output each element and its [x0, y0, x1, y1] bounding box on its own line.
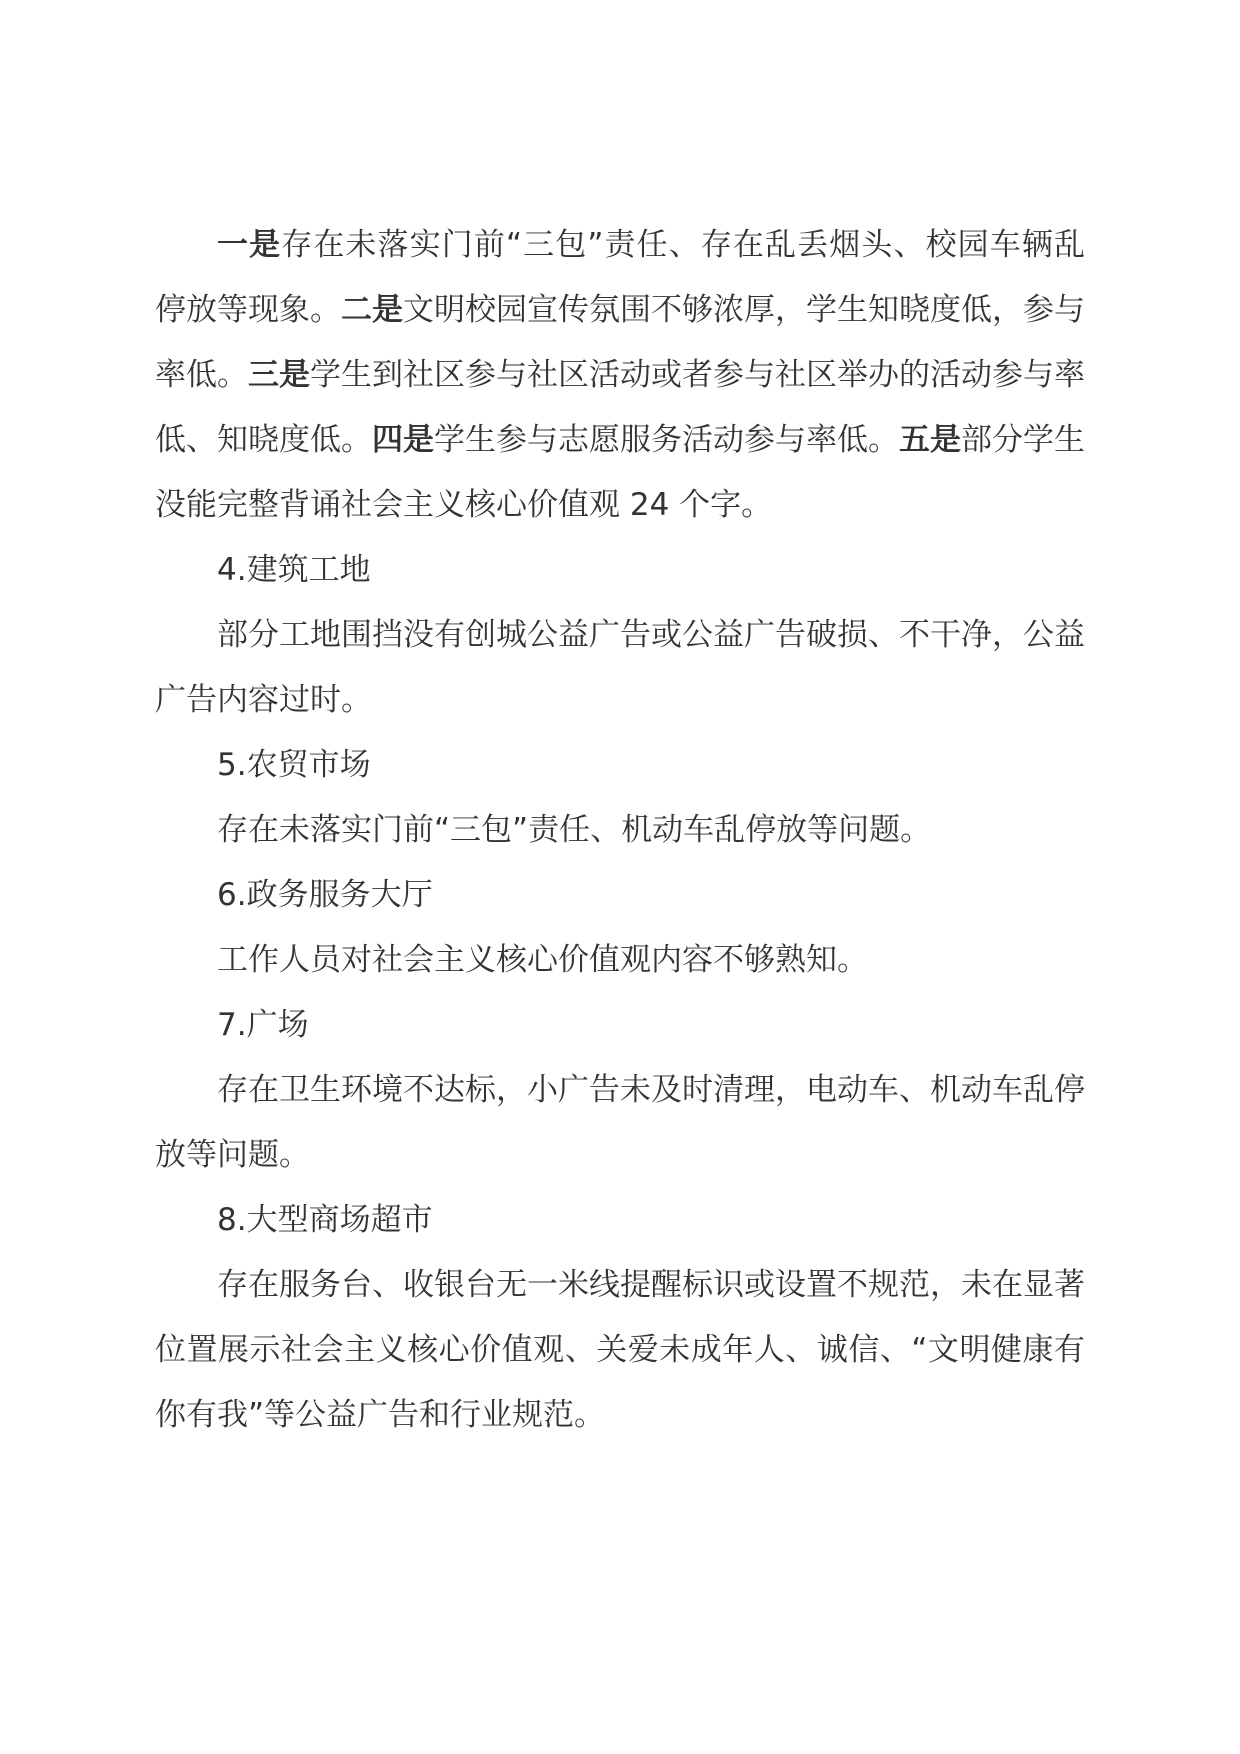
- section-heading-government-service-hall: 6.政务服务大厅: [217, 877, 433, 913]
- point-four-text: 学生参与志愿服务活动参与率低。: [434, 422, 899, 458]
- section-body-construction-site: 部分工地围挡没有创城公益广告或公益广告破损、不干净，公益广告内容过时。: [155, 617, 1085, 718]
- section-body-shopping-mall: 存在服务台、收银台无一米线提醒标识或设置不规范，未在显著位置展示社会主义核心价值观、关爱未成年人、诚信、“文明健康有你有我”等公益广告和行业规范。: [155, 1267, 1085, 1433]
- section-heading-plaza: 7.广场: [217, 1007, 309, 1043]
- section-body-plaza: 存在卫生环境不达标，小广告未及时清理，电动车、机动车乱停放等问题。: [155, 1072, 1085, 1173]
- point-one-text: 存在未落实门前“三包”责任、存在乱丢烟头、校园车辆乱停放等现象。: [155, 227, 1085, 328]
- section-heading-construction-site: 4.建筑工地: [217, 552, 371, 588]
- document-body: [155, 213, 1085, 1448]
- point-five-label: 五是: [899, 422, 961, 458]
- school-problems-paragraph: [155, 213, 1085, 538]
- point-three-text: 学生到社区参与社区活动或者参与社区举办的活动参与率低、知晓度低。: [155, 357, 1085, 458]
- point-four-label: 四是: [372, 422, 434, 458]
- section-heading-shopping-mall: 8.大型商场超市: [217, 1202, 433, 1238]
- point-two-text: 文明校园宣传氛围不够浓厚，学生知晓度低，参与率低。: [155, 292, 1085, 393]
- point-one-label: 一是: [217, 227, 282, 263]
- section-heading-farmers-market: 5.农贸市场: [217, 747, 371, 783]
- point-five-text: 部分学生没能完整背诵社会主义核心价值观 24 个字。: [155, 422, 1085, 523]
- section-body-farmers-market: 存在未落实门前“三包”责任、机动车乱停放等问题。: [217, 812, 932, 848]
- section-body-government-service-hall: 工作人员对社会主义核心价值观内容不够熟知。: [217, 942, 868, 978]
- point-three-label: 三是: [248, 357, 310, 393]
- point-two-label: 二是: [341, 292, 403, 328]
